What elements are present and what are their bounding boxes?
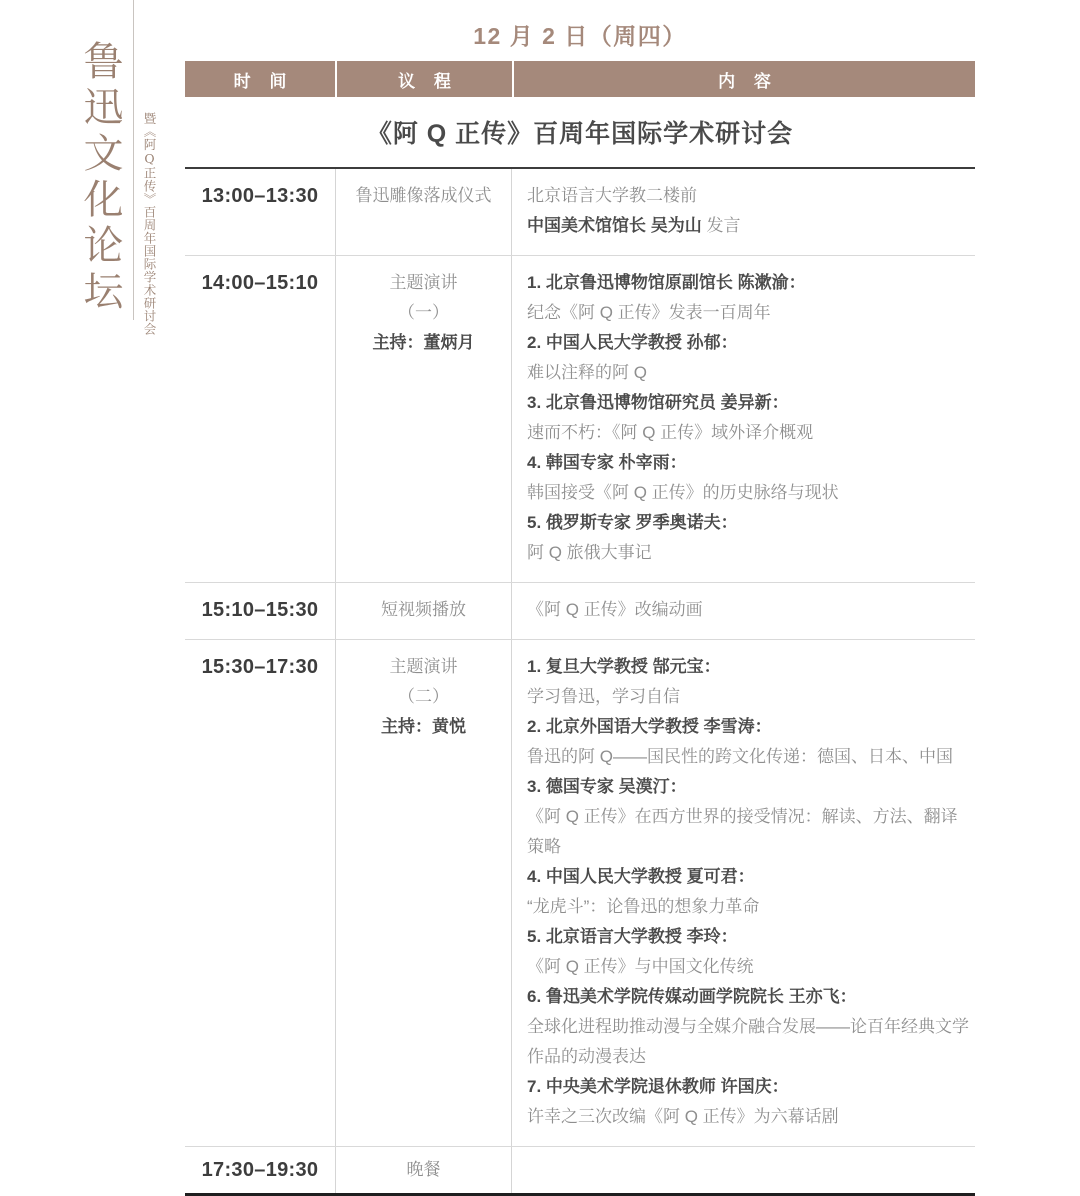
text-line bbox=[527, 508, 970, 538]
table-header-bar bbox=[185, 61, 975, 97]
text-segment: 许幸之三次改编《阿 Q 正传》为六幕话剧 bbox=[527, 1107, 839, 1126]
text-line bbox=[336, 328, 511, 358]
text-segment: 1. 北京鲁迅博物馆原副馆长 陈漱渝： bbox=[527, 273, 806, 292]
text-line bbox=[336, 712, 511, 742]
text-segment: 主持：黄悦 bbox=[381, 717, 466, 736]
text-line bbox=[527, 268, 970, 298]
time-text: 13:00–13:30 bbox=[201, 185, 319, 207]
text-segment: 短视频播放 bbox=[381, 600, 466, 619]
text-segment: 2. 中国人民大学教授 孙郁： bbox=[527, 333, 738, 352]
text-segment: 《阿 Q 正传》在西方世界的接受情况：解读、方法、翻译策略 bbox=[527, 807, 958, 856]
schedule-row bbox=[185, 169, 975, 256]
forum-title-calligraphy: 鲁迅文化论坛 bbox=[77, 40, 123, 316]
agenda-cell bbox=[335, 256, 511, 582]
schedule-row bbox=[185, 583, 975, 640]
time-cell bbox=[185, 640, 335, 1146]
text-line bbox=[336, 268, 511, 298]
text-segment: 主题演讲 bbox=[389, 657, 458, 676]
text-line bbox=[336, 595, 511, 625]
text-segment: 7. 中央美术学院退休教师 许国庆： bbox=[527, 1077, 789, 1096]
text-segment: 3. 德国专家 吴漠汀： bbox=[527, 777, 687, 796]
text-segment: 4. 中国人民大学教授 夏可君： bbox=[527, 867, 755, 886]
time-cell bbox=[185, 583, 335, 639]
text-line bbox=[527, 388, 970, 418]
session-title: 《阿 Q 正传》百周年国际学术研讨会 bbox=[185, 97, 975, 169]
text-segment: 5. 俄罗斯专家 罗季奥诺夫： bbox=[527, 513, 738, 532]
content-cell bbox=[511, 640, 975, 1146]
text-line bbox=[527, 712, 970, 742]
time-text: 15:10–15:30 bbox=[201, 599, 319, 621]
text-line bbox=[527, 892, 970, 922]
column-header-time: 时 间 bbox=[233, 71, 294, 91]
text-segment: 鲁迅雕像落成仪式 bbox=[355, 186, 492, 205]
column-header-content: 内 容 bbox=[512, 61, 975, 97]
text-line bbox=[527, 652, 970, 682]
text-segment: 学习鲁迅，学习自信 bbox=[527, 687, 680, 706]
date-heading: 12 月 2 日（周四） bbox=[473, 23, 687, 49]
text-line bbox=[527, 862, 970, 892]
text-line bbox=[527, 1012, 970, 1072]
time-cell bbox=[185, 169, 335, 255]
schedule-row bbox=[185, 1147, 975, 1196]
schedule-body bbox=[185, 169, 975, 1196]
text-line bbox=[527, 802, 970, 862]
schedule-main bbox=[185, 0, 975, 1196]
text-segment: 《阿 Q 正传》与中国文化传统 bbox=[527, 957, 754, 976]
time-text: 17:30–19:30 bbox=[201, 1159, 319, 1181]
text-line bbox=[336, 652, 511, 682]
text-segment: 晚餐 bbox=[406, 1160, 441, 1179]
time-text: 15:30–17:30 bbox=[201, 656, 319, 678]
text-line bbox=[527, 478, 970, 508]
text-segment: 中国美术馆馆长 吴为山 bbox=[527, 216, 702, 235]
text-line bbox=[527, 1102, 970, 1132]
text-line bbox=[527, 742, 970, 772]
time-cell bbox=[185, 1147, 335, 1193]
text-line bbox=[527, 1072, 970, 1102]
text-line bbox=[527, 211, 970, 241]
text-segment: 纪念《阿 Q 正传》发表一百周年 bbox=[527, 303, 771, 322]
content-cell bbox=[511, 169, 975, 255]
text-line bbox=[527, 772, 970, 802]
text-line bbox=[527, 328, 970, 358]
text-segment: 发言 bbox=[701, 216, 741, 235]
schedule-row bbox=[185, 256, 975, 583]
text-line bbox=[336, 181, 511, 211]
content-cell bbox=[511, 583, 975, 639]
text-line bbox=[336, 682, 511, 712]
text-segment: “龙虎斗”：论鲁迅的想象力革命 bbox=[527, 897, 760, 916]
text-segment: 3. 北京鲁迅博物馆研究员 姜异新： bbox=[527, 393, 789, 412]
text-segment: 鲁迅的阿 Q——国民性的跨文化传递：德国、日本、中国 bbox=[527, 747, 953, 766]
schedule-row bbox=[185, 640, 975, 1147]
agenda-cell bbox=[335, 1147, 511, 1193]
text-line bbox=[527, 595, 970, 625]
text-segment: 6. 鲁迅美术学院传媒动画学院院长 王亦飞： bbox=[527, 987, 857, 1006]
text-segment: 《阿 Q 正传》改编动画 bbox=[527, 600, 703, 619]
agenda-cell bbox=[335, 640, 511, 1146]
text-segment: 5. 北京语言大学教授 李玲： bbox=[527, 927, 738, 946]
text-segment: （一） bbox=[398, 303, 449, 322]
text-line bbox=[527, 448, 970, 478]
text-segment: 阿 Q 旅俄大事记 bbox=[527, 543, 652, 562]
text-segment: 难以注释的阿 Q bbox=[527, 363, 647, 382]
text-line bbox=[527, 982, 970, 1012]
text-line bbox=[527, 181, 970, 211]
vertical-divider bbox=[133, 0, 134, 320]
forum-subtitle-vertical: 暨《阿Q正传》百周年国际学术研讨会 bbox=[142, 112, 157, 336]
text-line bbox=[527, 538, 970, 568]
text-segment: （二） bbox=[398, 687, 449, 706]
text-line bbox=[527, 682, 970, 712]
text-line bbox=[336, 298, 511, 328]
text-segment: 2. 北京外国语大学教授 李雪涛： bbox=[527, 717, 772, 736]
content-cell bbox=[511, 1147, 975, 1193]
column-header-agenda: 议 程 bbox=[335, 61, 512, 97]
agenda-cell bbox=[335, 169, 511, 255]
text-line bbox=[527, 922, 970, 952]
text-segment: 速而不朽：《阿 Q 正传》域外译介概观 bbox=[527, 423, 814, 442]
text-segment: 全球化进程助推动漫与全媒介融合发展——论百年经典文学作品的动漫表达 bbox=[527, 1017, 969, 1066]
text-segment: 4. 韩国专家 朴宰雨： bbox=[527, 453, 687, 472]
text-segment: 北京语言大学教二楼前 bbox=[527, 186, 697, 205]
text-line bbox=[527, 952, 970, 982]
text-line bbox=[527, 298, 970, 328]
content-cell bbox=[511, 256, 975, 582]
text-segment: 主持：董炳月 bbox=[372, 333, 475, 352]
text-segment: 主题演讲 bbox=[389, 273, 458, 292]
time-text: 14:00–15:10 bbox=[201, 272, 319, 294]
text-segment: 1. 复旦大学教授 郜元宝： bbox=[527, 657, 721, 676]
text-segment: 韩国接受《阿 Q 正传》的历史脉络与现状 bbox=[527, 483, 839, 502]
agenda-cell bbox=[335, 583, 511, 639]
text-line bbox=[336, 1155, 511, 1185]
text-line bbox=[527, 358, 970, 388]
text-line bbox=[527, 418, 970, 448]
time-cell bbox=[185, 256, 335, 582]
